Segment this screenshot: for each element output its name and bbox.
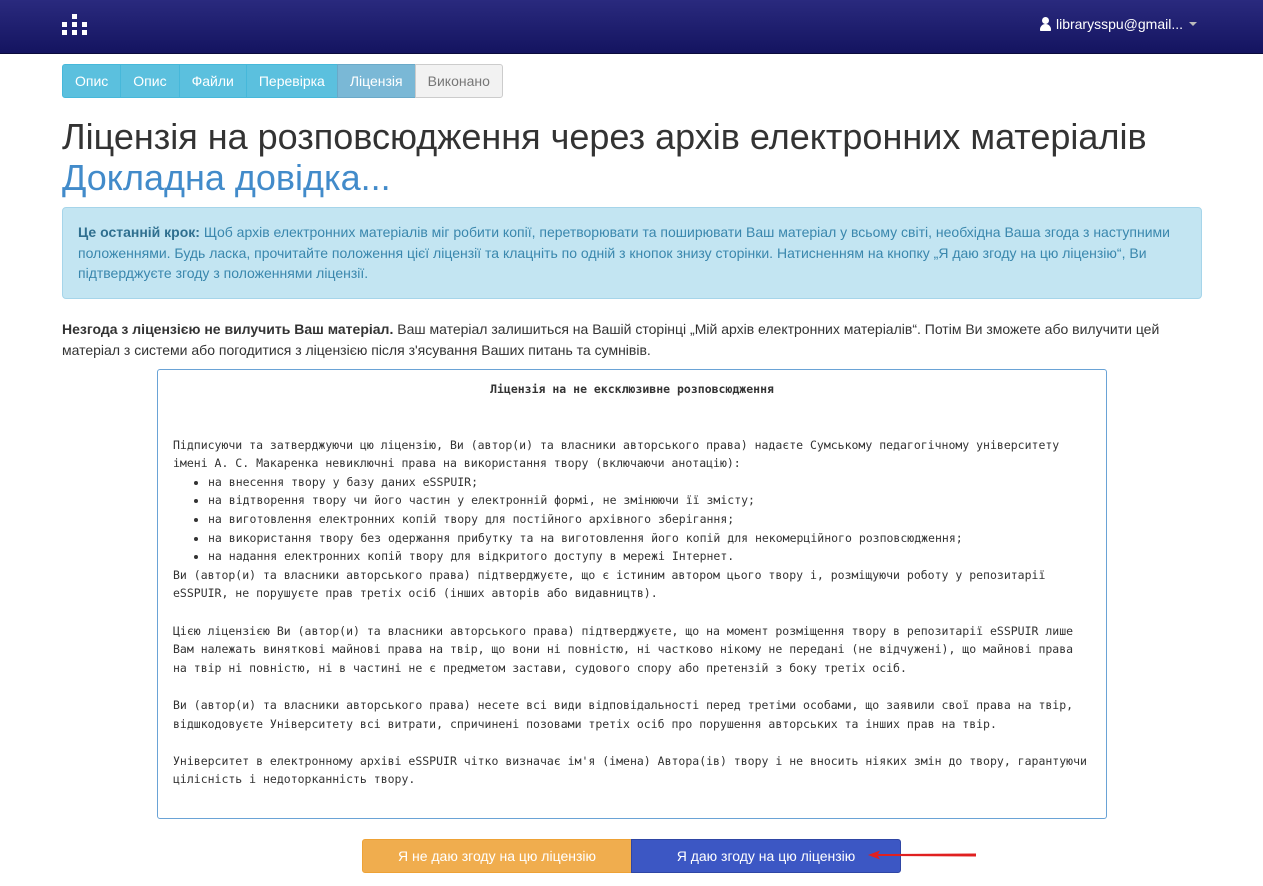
alert-bold-text: Це останній крок: — [78, 224, 200, 240]
page-title: Ліцензія на розповсюдження через архів електронних матеріалів — [62, 116, 1147, 157]
submission-steps — [62, 64, 503, 98]
user-email: librarysspu@gmail... — [1055, 16, 1183, 32]
license-paragraph-1: Ви (автор(и) та власники авторського права) підтверджуєте, що є істиним автором цього твору і, розміщуючи роботу у репозитарії eSSPUIR, не порушуєте прав третіх осіб (інших авторів або видавництв). — [173, 567, 1046, 601]
alert-text: Щоб архів електронних матеріалів міг робити копії, перетворювати та поширювати Ваш матеріал у всьому світі, необхідна Ваша згода з наступними положеннями. Будь ласка, прочитайте положення цієї ліцензії та клацніть по одній з кнопок знизу сторінки. Натисненням на кнопку „Я даю згоду на цю ліцензію“, Ви підтверджуєте згоду з положеннями ліцензії. — [78, 224, 1170, 281]
note-bold-text: Незгода з ліцензією не вилучить Ваш матеріал. — [62, 321, 394, 337]
user-icon — [1039, 17, 1052, 31]
repository-logo-icon[interactable] — [62, 14, 88, 40]
list-item: • на надання електронних копій твору для відкритого доступу в мережі Інтернет. — [208, 547, 1091, 566]
license-paragraph-2: Цією ліцензією Ви (автор(и) та власники авторського права) підтверджуєте, що на момент розміщення твору в репозитарії eSSPUIR лише Вам належать виняткові майнові права на твір, що вони ні повністю, ні частково нікому не передані (не відчужені), що майнові права на твір ні повністю, ні в частині не є предметом застави, судового спору або претензій з боку третіх осіб. — [173, 623, 1074, 675]
step-license[interactable]: Ліцензія — [337, 64, 416, 98]
step-describe-1[interactable]: Опис — [62, 64, 121, 98]
license-paragraph-3: Ви (автор(и) та власники авторського права) несете всі види відповідальності перед третіми особами, що заявили свої права на твір, відшкодовуєте Університету всі витрати, спричинені позовами третіх осіб про порушення авторських та інших прав на твір. — [173, 697, 1074, 731]
info-alert — [62, 207, 1202, 299]
license-decision-buttons — [362, 839, 901, 873]
license-rights-list — [173, 473, 1091, 566]
list-item: • на відтворення твору чи його частин у електронній формі, не змінюючи її змісту; — [208, 491, 1091, 510]
license-title: Ліцензія на не ексклюзивне розповсюдження — [490, 382, 774, 396]
license-text-box[interactable] — [157, 369, 1107, 819]
decline-license-button[interactable]: Я не даю згоду на цю ліцензію — [362, 839, 632, 873]
chevron-down-icon — [1189, 22, 1197, 26]
top-navbar — [0, 0, 1263, 54]
list-item: • на виготовлення електронних копій твору для постійного архівного зберігання; — [208, 510, 1091, 529]
list-item: • на внесення твору у базу даних eSSPUIR; — [208, 473, 1091, 492]
license-intro: Підписуючи та затверджуючи цю ліцензію, Ви (автор(и) та власники авторського права) надаєте Сумському педагогічному університету імені А. С. Макаренка невиключні права на використання твору (включаючи анотацію): — [173, 437, 1060, 471]
step-verify[interactable]: Перевірка — [246, 64, 338, 98]
accept-license-button[interactable]: Я даю згоду на цю ліцензію — [631, 839, 901, 873]
user-account-menu[interactable] — [1039, 16, 1197, 32]
step-describe-2[interactable]: Опис — [120, 64, 179, 98]
help-link[interactable]: Докладна довідка... — [62, 157, 391, 198]
decline-note — [62, 319, 1202, 361]
list-item: • на використання твору без одержання прибутку та на виготовлення його копій для некомерційного розповсюдження; — [208, 529, 1091, 548]
note-text: Ваш матеріал залишиться на Вашій сторінці „Мій архів електронних матеріалів“. Потім Ви зможете або вилучити цей матеріал з системи або погодитися з ліцензією після з'ясування Ваших питань та сумнівів. — [62, 321, 1160, 358]
step-complete: Виконано — [415, 64, 503, 98]
license-paragraph-4: Університет в електронному архіві eSSPUIR чітко визначає ім'я (імена) Автора(ів) твору і не вносить ніяких змін до твору, гарантуючи цілісність і недоторканність твору. — [173, 753, 1087, 787]
annotation-arrow-icon — [866, 848, 978, 862]
step-files[interactable]: Файли — [179, 64, 247, 98]
